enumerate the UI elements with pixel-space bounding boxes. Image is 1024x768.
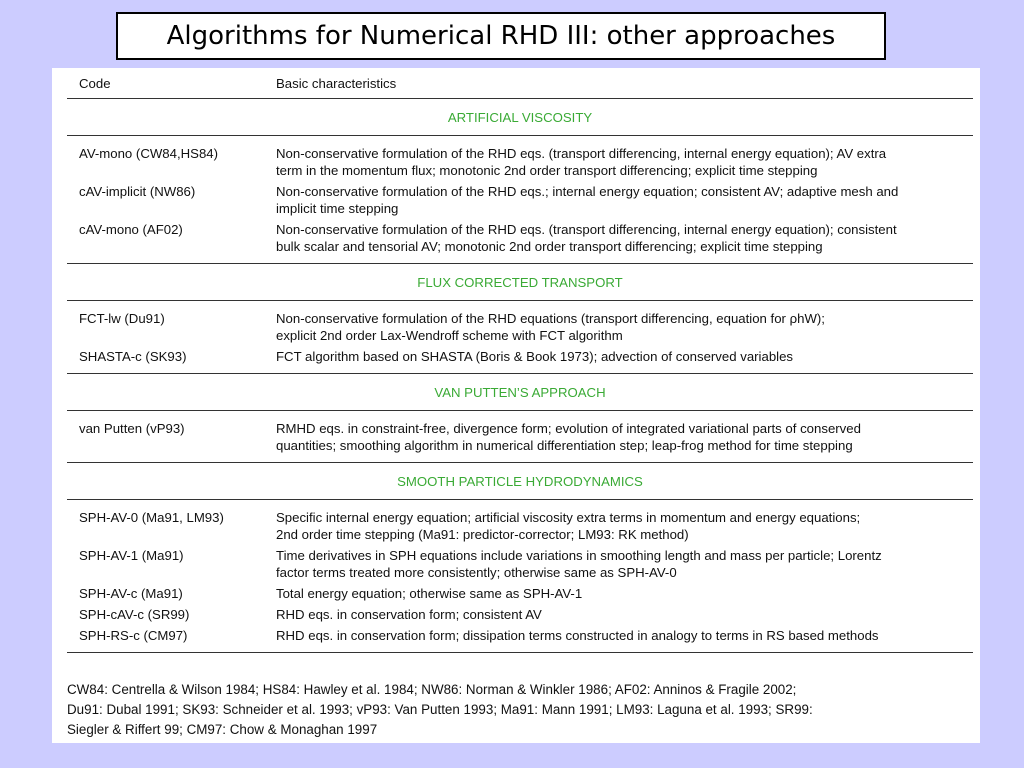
code-cell: SPH-cAV-c (SR99): [79, 607, 190, 622]
characteristics-cell: [276, 627, 973, 644]
code-cell: AV-mono (CW84,HS84): [79, 146, 219, 161]
reference-line: Siegler & Riffert 99; CM97: Chow & Monaghan 1997: [67, 722, 378, 737]
table-row: [67, 221, 973, 255]
characteristics-line: 2nd order time stepping (Ma91: predictor-corrector; LM93: RK method): [276, 527, 689, 542]
header-code: Code: [79, 75, 111, 91]
section-rows: [67, 301, 973, 374]
characteristics-line: Total energy equation; otherwise same as SPH-AV-1: [276, 586, 583, 601]
characteristics-cell: [276, 509, 973, 543]
characteristics-line: explicit 2nd order Lax-Wendroff scheme with FCT algorithm: [276, 328, 623, 343]
table-row: [67, 145, 973, 179]
characteristics-cell: [276, 348, 973, 365]
table-row: [67, 310, 973, 344]
code-cell: SPH-AV-c (Ma91): [79, 586, 183, 601]
section-heading: SMOOTH PARTICLE HYDRODYNAMICS: [67, 463, 973, 500]
characteristics-cell: [276, 547, 973, 581]
characteristics-line: Non-conservative formulation of the RHD eqs.; internal energy equation; consistent AV; adaptive mesh and: [276, 184, 899, 199]
code-cell: SPH-RS-c (CM97): [79, 628, 188, 643]
table-row: [67, 585, 973, 602]
code-cell: cAV-mono (AF02): [79, 222, 183, 237]
characteristics-line: implicit time stepping: [276, 201, 399, 216]
characteristics-cell: [276, 183, 973, 217]
section-heading: ARTIFICIAL VISCOSITY: [67, 99, 973, 136]
code-cell: SPH-AV-1 (Ma91): [79, 548, 184, 563]
characteristics-line: bulk scalar and tensorial AV; monotonic 2nd order transport differencing; explicit time stepping: [276, 239, 823, 254]
characteristics-line: Non-conservative formulation of the RHD eqs. (transport differencing, internal energy equation); AV extra: [276, 146, 887, 161]
characteristics-line: Non-conservative formulation of the RHD eqs. (transport differencing, internal energy equation); consistent: [276, 222, 897, 237]
characteristics-cell: [276, 606, 973, 623]
table-row: [67, 509, 973, 543]
section-heading: VAN PUTTEN’S APPROACH: [67, 374, 973, 411]
characteristics-line: RMHD eqs. in constraint-free, divergence form; evolution of integrated variational parts of conserved: [276, 421, 861, 436]
algorithms-table: [67, 68, 973, 653]
reference-line: Du91: Dubal 1991; SK93: Schneider et al. 1993; vP93: Van Putten 1993; Ma91: Mann 1991; LM93: Laguna et al. 1993; SR99:: [67, 702, 813, 717]
content-panel: [52, 68, 980, 743]
code-cell: cAV-implicit (NW86): [79, 184, 196, 199]
header-characteristics: Basic characteristics: [276, 75, 397, 91]
table-row: [67, 183, 973, 217]
table-row: [67, 547, 973, 581]
characteristics-line: Time derivatives in SPH equations include variations in smoothing length and mass per particle; Lorentz: [276, 548, 882, 563]
characteristics-line: Specific internal energy equation; artificial viscosity extra terms in momentum and energy equations;: [276, 510, 861, 525]
characteristics-line: Non-conservative formulation of the RHD equations (transport differencing, equation for ρhW);: [276, 311, 825, 326]
references: [67, 680, 967, 740]
title-box: [116, 12, 886, 60]
characteristics-line: factor terms treated more consistently; otherwise same as SPH-AV-0: [276, 565, 677, 580]
characteristics-cell: [276, 221, 973, 255]
table-row: [67, 627, 973, 644]
reference-line: CW84: Centrella & Wilson 1984; HS84: Hawley et al. 1984; NW86: Norman & Winkler 1986; AF02: Anninos & Fragile 2002;: [67, 682, 797, 697]
characteristics-line: quantities; smoothing algorithm in numerical differentiation step; leap-frog method for time stepping: [276, 438, 853, 453]
table-row: [67, 606, 973, 623]
section-heading: FLUX CORRECTED TRANSPORT: [67, 264, 973, 301]
characteristics-cell: [276, 420, 973, 454]
code-cell: SHASTA-c (SK93): [79, 349, 187, 364]
characteristics-cell: [276, 585, 973, 602]
characteristics-line: term in the momentum flux; monotonic 2nd order transport differencing; explicit time stepping: [276, 163, 818, 178]
characteristics-line: FCT algorithm based on SHASTA (Boris & Book 1973); advection of conserved variables: [276, 349, 794, 364]
characteristics-cell: [276, 310, 973, 344]
code-cell: FCT-lw (Du91): [79, 311, 165, 326]
code-cell: van Putten (vP93): [79, 421, 185, 436]
characteristics-cell: [276, 145, 973, 179]
characteristics-line: RHD eqs. in conservation form; consistent AV: [276, 607, 542, 622]
section-rows: [67, 500, 973, 653]
table-row: [67, 348, 973, 365]
table-header: [67, 68, 973, 99]
code-cell: SPH-AV-0 (Ma91, LM93): [79, 510, 224, 525]
slide-title: Algorithms for Numerical RHD III: other approaches: [166, 21, 836, 51]
characteristics-line: RHD eqs. in conservation form; dissipation terms constructed in analogy to terms in RS based methods: [276, 628, 879, 643]
section-rows: [67, 411, 973, 463]
section-rows: [67, 136, 973, 264]
table-row: [67, 420, 973, 454]
table-body: [67, 99, 973, 653]
